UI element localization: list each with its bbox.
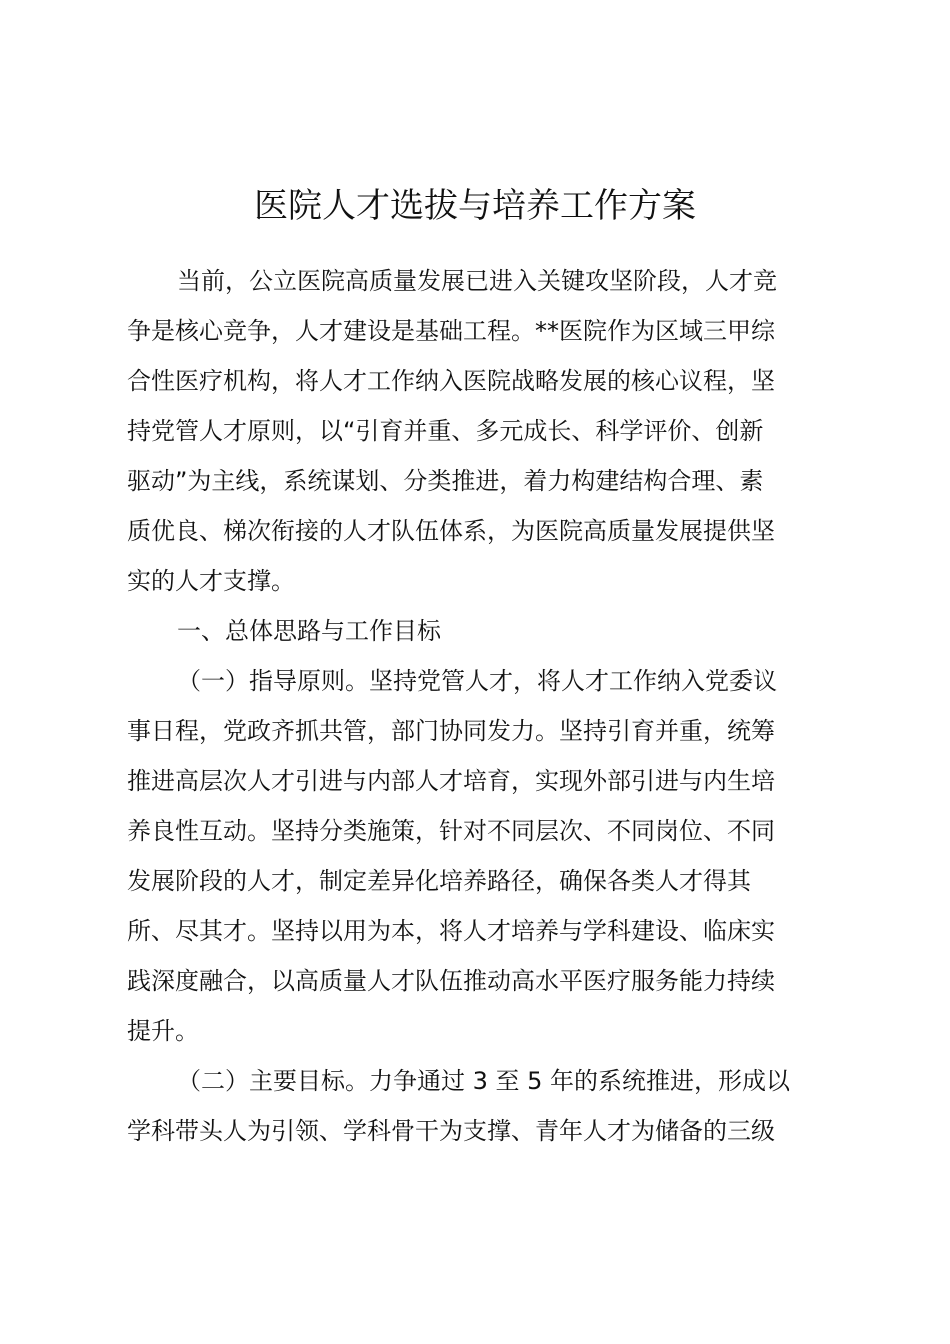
guiding-principles-paragraph (127, 656, 833, 1056)
text-line: 事日程，党政齐抓共管，部门协同发力。坚持引育并重，统筹 (127, 717, 775, 745)
text-line: 驱动”为主线，系统谋划、分类推进，着力构建结构合理、素 (127, 467, 764, 495)
text-line: 质优良、梯次衔接的人才队伍体系，为医院高质量发展提供坚 (127, 517, 775, 545)
section-heading-1 (127, 606, 833, 656)
text-line: 持党管人才原则，以“引育并重、多元成长、科学评价、创新 (127, 417, 764, 445)
text-line: （一）指导原则。坚持党管人才，将人才工作纳入党委议 (177, 667, 777, 695)
text-line: 实的人才支撑。 (127, 567, 295, 595)
intro-paragraph (127, 256, 833, 606)
document-body (127, 256, 833, 1156)
text-line: 合性医疗机构，将人才工作纳入医院战略发展的核心议程，坚 (127, 367, 775, 395)
document-title: 医院人才选拔与培养工作方案 (254, 186, 696, 226)
text-line: 践深度融合，以高质量人才队伍推动高水平医疗服务能力持续 (127, 967, 775, 995)
text-line: 争是核心竞争，人才建设是基础工程。**医院作为区域三甲综 (127, 317, 775, 345)
text-line: 养良性互动。坚持分类施策，针对不同层次、不同岗位、不同 (127, 817, 775, 845)
text-line: 当前，公立医院高质量发展已进入关键攻坚阶段，人才竞 (177, 267, 777, 295)
text-line: 所、尽其才。坚持以用为本，将人才培养与学科建设、临床实 (127, 917, 775, 945)
text-line: 推进高层次人才引进与内部人才培育，实现外部引进与内生培 (127, 767, 775, 795)
text-line: 发展阶段的人才，制定差异化培养路径，确保各类人才得其 (127, 867, 751, 895)
text-line: （二）主要目标。力争通过 3 至 5 年的系统推进，形成以 (177, 1067, 791, 1095)
main-goals-paragraph (127, 1056, 833, 1156)
section-heading-text: 一、总体思路与工作目标 (177, 617, 441, 645)
text-line: 提升。 (127, 1017, 199, 1045)
text-line: 学科带头人为引领、学科骨干为支撑、青年人才为储备的三级 (127, 1117, 775, 1145)
